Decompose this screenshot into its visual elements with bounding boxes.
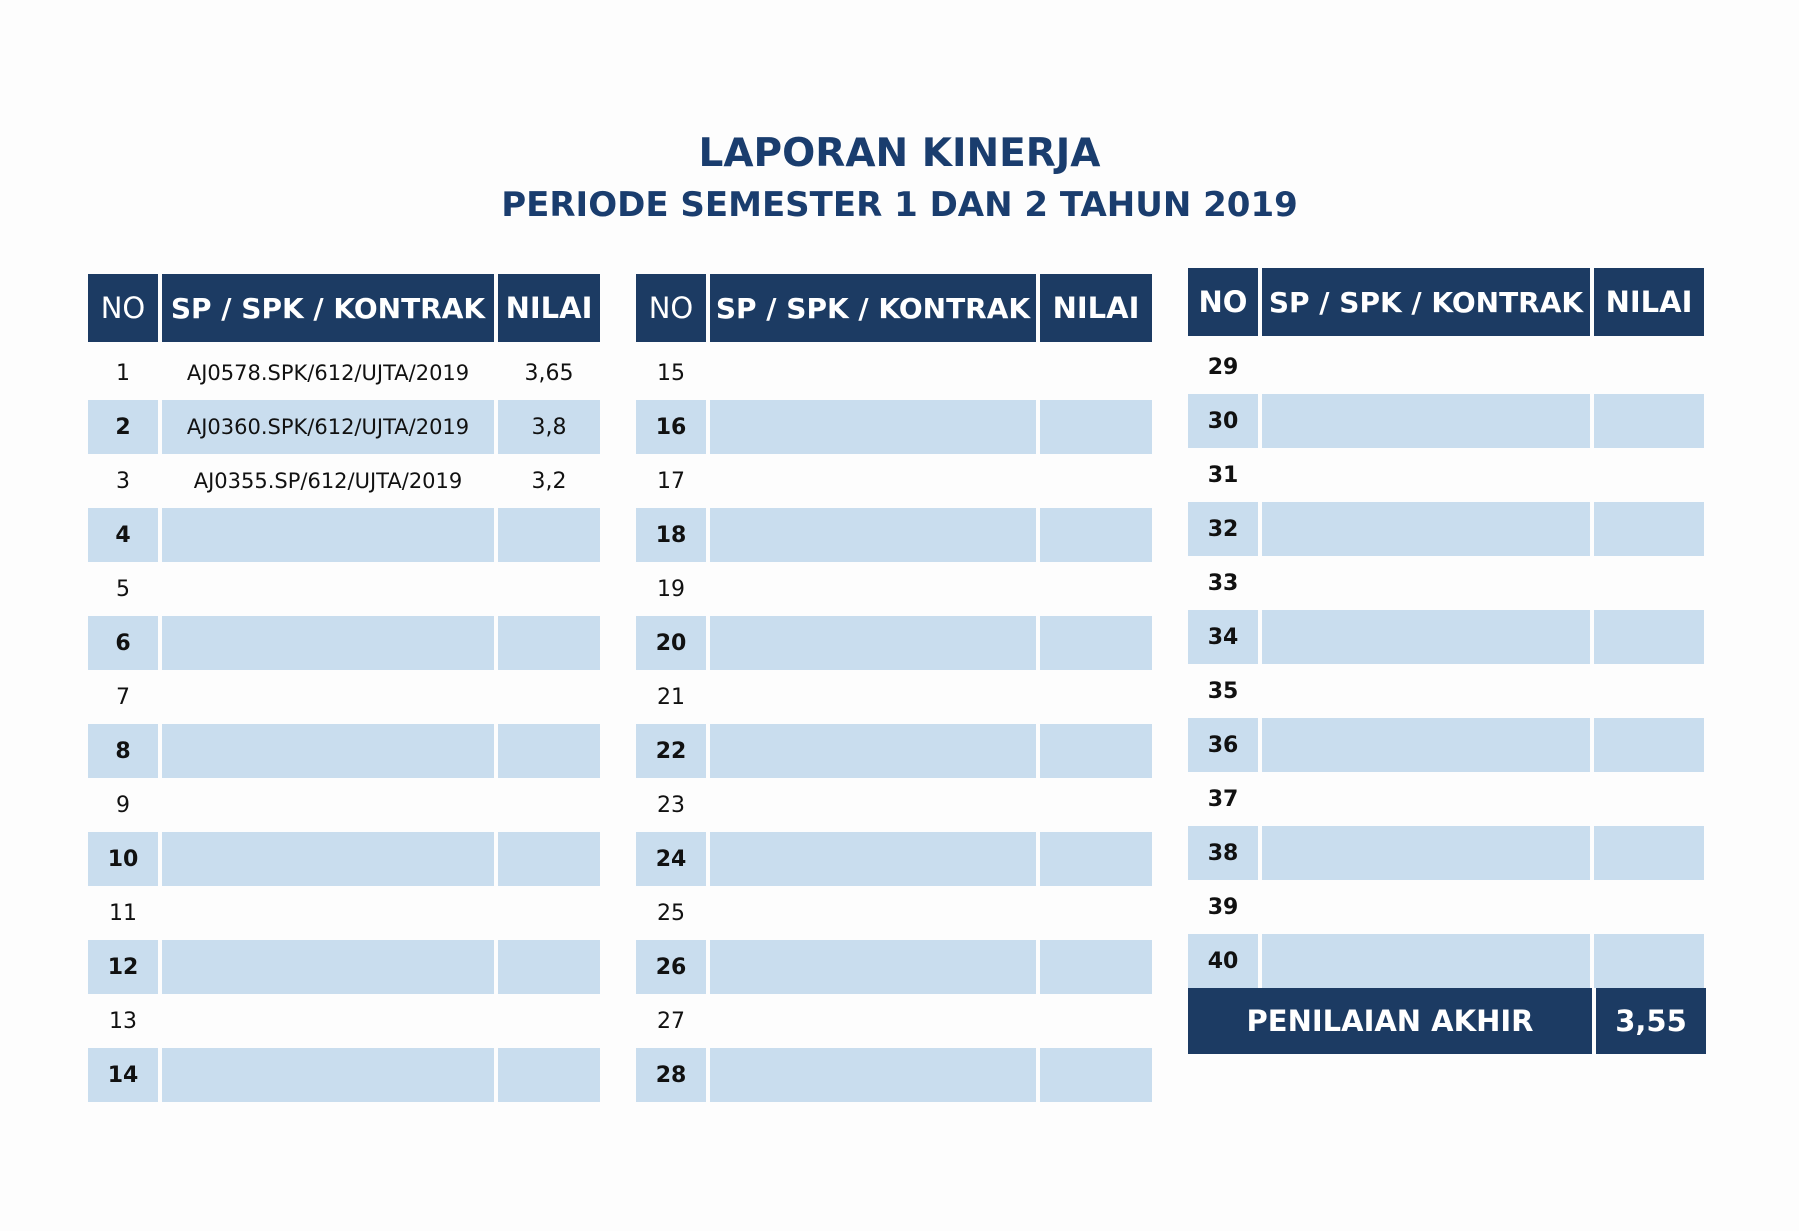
table-row [88,670,600,724]
row-score [1040,346,1152,400]
row-number: 27 [657,1008,685,1034]
table-row [88,616,600,670]
contract-number [1262,718,1590,772]
table-row [636,994,1152,1048]
contract-number [1262,664,1590,718]
final-assessment-row [1188,988,1706,1054]
row-score [1040,886,1152,940]
table-row [88,508,600,562]
contract-number [162,670,494,724]
row-score [1594,340,1704,394]
page-subtitle: PERIODE SEMESTER 1 DAN 2 TAHUN 2019 [501,185,1298,225]
contract-number [710,1048,1036,1102]
table-row [1188,718,1704,772]
contract-number [1262,934,1590,988]
contract-number [162,508,494,562]
table-row [88,724,600,778]
row-number: 26 [636,940,706,994]
page-title: LAPORAN KINERJA [698,131,1101,176]
table-row [88,886,600,940]
contract-number [710,940,1036,994]
row-score [498,508,600,562]
contract-number [1262,502,1590,556]
row-score [1594,556,1704,610]
contract-number [710,400,1036,454]
table-row [1188,826,1704,880]
row-number: 32 [1188,502,1258,556]
contract-number [710,724,1036,778]
row-number: 12 [88,940,158,994]
table-row [1188,340,1704,394]
contract-number [162,724,494,778]
row-score [1040,1048,1152,1102]
row-number: 36 [1188,718,1258,772]
row-score [1040,724,1152,778]
row-number: 7 [116,684,130,710]
row-number: 10 [88,832,158,886]
contract-number [1262,448,1590,502]
row-score [1594,448,1704,502]
row-score [498,724,600,778]
row-score [1040,778,1152,832]
row-number: 20 [636,616,706,670]
contract-number [710,616,1036,670]
contract-number [1262,826,1590,880]
table-row [636,562,1152,616]
row-score: 3,8 [498,400,600,454]
row-number: 30 [1188,394,1258,448]
table-row [1188,448,1704,502]
contract-number [1262,556,1590,610]
row-score [498,670,600,724]
row-score [1594,934,1704,988]
table-row [88,400,600,454]
table-row [636,670,1152,724]
table-row [88,454,600,508]
row-score [1594,718,1704,772]
contract-number [710,508,1036,562]
row-score [1040,400,1152,454]
header-no: NO [636,274,706,342]
contract-number [162,994,494,1048]
table-row [636,778,1152,832]
row-number: 19 [657,576,685,602]
row-number: 2 [88,400,158,454]
header-contract: SP / SPK / KONTRAK [710,274,1036,342]
row-number: 21 [657,684,685,710]
row-score [1594,826,1704,880]
contract-number [162,886,494,940]
row-number: 15 [657,360,685,386]
row-score [1040,616,1152,670]
table-row [636,346,1152,400]
row-score [498,1048,600,1102]
row-number: 35 [1207,678,1239,704]
header-no: NO [1188,268,1258,336]
table-row [1188,394,1704,448]
table-row [636,886,1152,940]
header-nilai: NILAI [1594,268,1704,336]
contract-number [710,454,1036,508]
row-number: 13 [109,1008,137,1034]
row-score [1040,508,1152,562]
table-row [88,994,600,1048]
table-row [1188,664,1704,718]
row-number: 16 [636,400,706,454]
row-score [1040,832,1152,886]
table-row [88,346,600,400]
row-score [1040,994,1152,1048]
table-row [636,454,1152,508]
contract-number: AJ0360.SPK/612/UJTA/2019 [162,400,494,454]
row-score [1594,610,1704,664]
table-row [636,616,1152,670]
row-score [498,994,600,1048]
table-row [636,1048,1152,1102]
contract-number [1262,880,1590,934]
row-number: 3 [116,468,130,494]
contract-number [162,778,494,832]
table-row [1188,934,1704,988]
table-row [1188,502,1704,556]
row-score [1040,454,1152,508]
row-score [1594,502,1704,556]
performance-table-1 [88,274,600,1102]
table-row [88,1048,600,1102]
row-score [498,778,600,832]
row-number: 5 [116,576,130,602]
table-row [636,832,1152,886]
contract-number [162,1048,494,1102]
table-header [636,274,1152,342]
row-number: 28 [636,1048,706,1102]
row-number: 9 [116,792,130,818]
final-assessment-label: PENILAIAN AKHIR [1188,988,1592,1054]
table-header [1188,268,1704,336]
contract-number [710,346,1036,400]
header-contract: SP / SPK / KONTRAK [162,274,494,342]
row-number: 31 [1207,462,1239,488]
performance-table-3 [1188,268,1704,988]
row-number: 34 [1188,610,1258,664]
contract-number [710,670,1036,724]
row-number: 14 [88,1048,158,1102]
row-number: 4 [88,508,158,562]
contract-number [1262,394,1590,448]
row-number: 6 [88,616,158,670]
row-number: 40 [1188,934,1258,988]
table-row [1188,610,1704,664]
row-score [1040,562,1152,616]
header-contract: SP / SPK / KONTRAK [1262,268,1590,336]
row-number: 29 [1207,354,1239,380]
contract-number: AJ0578.SPK/612/UJTA/2019 [186,361,470,385]
row-score [498,832,600,886]
table-row [88,832,600,886]
contract-number [710,832,1036,886]
row-score [498,886,600,940]
table-row [1188,772,1704,826]
contract-number: AJ0355.SP/612/UJTA/2019 [193,469,463,493]
row-score: 3,2 [531,468,567,494]
contract-number [1262,772,1590,826]
header-no: NO [88,274,158,342]
row-score [1594,772,1704,826]
contract-number [710,994,1036,1048]
contract-number [162,562,494,616]
row-number: 33 [1207,570,1239,596]
contract-number [162,832,494,886]
row-score [1594,664,1704,718]
row-score [498,940,600,994]
table-row [636,400,1152,454]
table-row [636,940,1152,994]
table-row [1188,880,1704,934]
table-row [636,508,1152,562]
table-row [1188,556,1704,610]
contract-number [710,778,1036,832]
row-score [1594,880,1704,934]
row-number: 18 [636,508,706,562]
header-nilai: NILAI [498,274,600,342]
table-row [88,940,600,994]
row-number: 25 [657,900,685,926]
row-number: 39 [1207,894,1239,920]
contract-number [162,940,494,994]
header-nilai: NILAI [1040,274,1152,342]
row-number: 38 [1188,826,1258,880]
table-header [88,274,600,342]
row-number: 1 [116,360,130,386]
contract-number [1262,610,1590,664]
row-number: 37 [1207,786,1239,812]
row-score [1040,940,1152,994]
contract-number [1262,340,1590,394]
table-row [88,562,600,616]
row-number: 17 [657,468,685,494]
contract-number [710,886,1036,940]
row-number: 24 [636,832,706,886]
contract-number [162,616,494,670]
final-assessment-value: 3,55 [1596,988,1706,1054]
table-row [88,778,600,832]
row-number: 23 [657,792,685,818]
row-score [498,616,600,670]
row-score: 3,65 [524,360,574,386]
row-score [1594,394,1704,448]
contract-number [710,562,1036,616]
row-number: 8 [88,724,158,778]
row-score [498,562,600,616]
row-number: 22 [636,724,706,778]
row-number: 11 [109,900,137,926]
performance-table-2 [636,274,1152,1102]
row-score [1040,670,1152,724]
table-row [636,724,1152,778]
